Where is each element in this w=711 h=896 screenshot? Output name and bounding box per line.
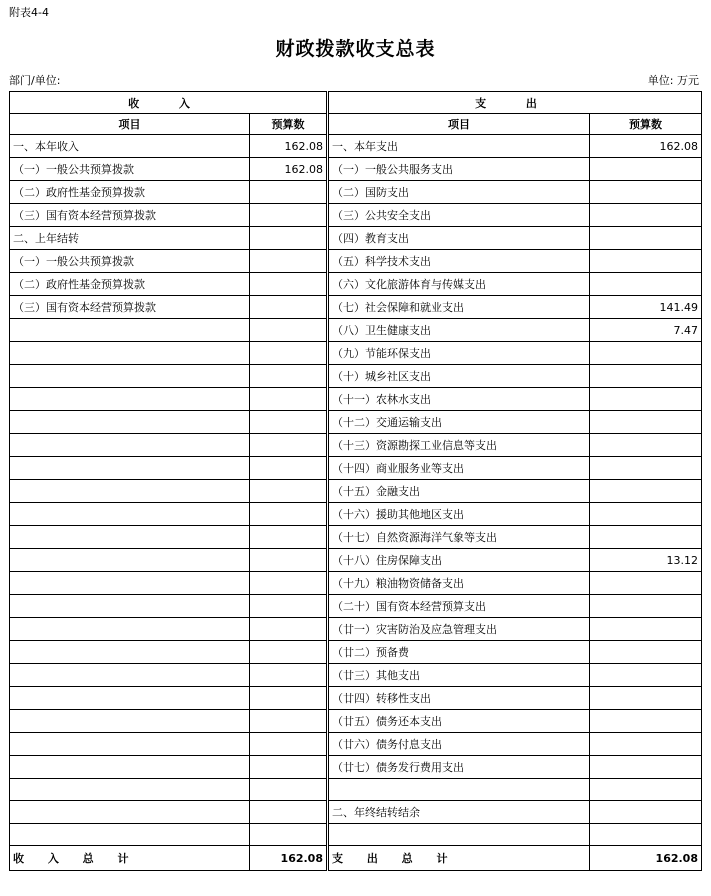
income-amount-cell: [250, 756, 328, 779]
expense-amount-cell: [590, 227, 702, 250]
page-title: 财政拨款收支总表: [275, 38, 436, 60]
expense-amount-cell: [590, 434, 702, 457]
income-item-cell: [10, 756, 250, 779]
income-amount-cell: [250, 227, 328, 250]
income-amount-cell: [250, 779, 328, 801]
income-amount-cell: [250, 733, 328, 756]
income-item-cell: [10, 411, 250, 434]
expense-amount-cell: [590, 158, 702, 181]
expense-item-cell: （一）一般公共服务支出: [328, 158, 590, 181]
income-amount-cell: [250, 664, 328, 687]
income-amount-cell: [250, 273, 328, 296]
income-amount-cell: 162.08: [250, 158, 328, 181]
expense-item-cell: （十六）援助其他地区支出: [328, 503, 590, 526]
table-row: [10, 710, 702, 733]
expense-item-cell: （廿三）其他支出: [328, 664, 590, 687]
expense-amount-cell: [590, 365, 702, 388]
income-item-cell: [10, 687, 250, 710]
income-item-cell: [10, 457, 250, 480]
income-amount-cell: [250, 365, 328, 388]
expense-item-cell: （十一）农林水支出: [328, 388, 590, 411]
income-amount-cell: [250, 801, 328, 824]
expense-item-cell: （五）科学技术支出: [328, 250, 590, 273]
table-row: [10, 342, 702, 365]
expense-item-cell: （廿七）债务发行费用支出: [328, 756, 590, 779]
income-item-cell: [10, 549, 250, 572]
expense-item-cell: （十）城乡社区支出: [328, 365, 590, 388]
income-item-cell: （一）一般公共预算拨款: [10, 250, 250, 273]
expense-item-cell: （十四）商业服务业等支出: [328, 457, 590, 480]
expense-amount-cell: 13.12: [590, 549, 702, 572]
table-row: [10, 457, 702, 480]
income-item-cell: [10, 801, 250, 824]
expense-amount-cell: 7.47: [590, 319, 702, 342]
expense-item-cell: （十三）资源勘探工业信息等支出: [328, 434, 590, 457]
expense-item-cell: （二十）国有资本经营预算支出: [328, 595, 590, 618]
income-item-cell: [10, 503, 250, 526]
expense-amount-cell: [590, 779, 702, 801]
table-row: [10, 595, 702, 618]
expense-amount-cell: [590, 664, 702, 687]
expense-section-header: 支 出: [328, 92, 702, 114]
table-row: [10, 641, 702, 664]
income-amount-cell: [250, 480, 328, 503]
income-amount-cell: [250, 710, 328, 733]
income-item-cell: [10, 572, 250, 595]
table-row: [10, 319, 702, 342]
income-item-cell: [10, 664, 250, 687]
income-amount-cell: [250, 549, 328, 572]
income-amount-cell: [250, 342, 328, 365]
expense-amount-cell: [590, 595, 702, 618]
table-row: [10, 135, 702, 158]
table-row: [10, 480, 702, 503]
income-item-column-header: 项目: [10, 114, 250, 135]
expense-amount-cell: [590, 204, 702, 227]
expense-item-cell: （六）文化旅游体育与传媒支出: [328, 273, 590, 296]
expense-item-cell: （廿六）债务付息支出: [328, 733, 590, 756]
expense-amount-cell: 162.08: [590, 135, 702, 158]
expense-amount-cell: [590, 342, 702, 365]
expense-amount-cell: [590, 457, 702, 480]
table-column-header-row: [10, 114, 702, 135]
expense-amount-cell: [590, 756, 702, 779]
income-total-label: 收 入 总 计: [10, 846, 250, 871]
table-row: [10, 273, 702, 296]
table-row: [10, 549, 702, 572]
income-amount-cell: [250, 687, 328, 710]
income-section-header: 收 入: [10, 92, 328, 114]
expense-item-cell: （廿五）债务还本支出: [328, 710, 590, 733]
income-item-cell: [10, 342, 250, 365]
expense-total-value: 162.08: [590, 846, 702, 871]
expense-total-label: 支 出 总 计: [328, 846, 590, 871]
expense-item-cell: （廿一）灾害防治及应急管理支出: [328, 618, 590, 641]
expense-amount-cell: [590, 480, 702, 503]
income-item-cell: [10, 365, 250, 388]
table-row: [10, 618, 702, 641]
table-row: [10, 503, 702, 526]
income-amount-cell: [250, 572, 328, 595]
expense-item-cell: （十九）粮油物资储备支出: [328, 572, 590, 595]
expense-item-cell: （廿二）预备费: [328, 641, 590, 664]
income-item-cell: [10, 710, 250, 733]
expense-item-cell: （二）国防支出: [328, 181, 590, 204]
expense-amount-cell: [590, 411, 702, 434]
income-item-cell: （三）国有资本经营预算拨款: [10, 204, 250, 227]
income-amount-cell: [250, 618, 328, 641]
income-amount-cell: [250, 411, 328, 434]
income-budget-column-header: 预算数: [250, 114, 328, 135]
year-end-balance-amount: [590, 801, 702, 824]
income-amount-cell: [250, 388, 328, 411]
income-item-cell: [10, 526, 250, 549]
income-item-cell: （二）政府性基金预算拨款: [10, 181, 250, 204]
income-item-cell: [10, 434, 250, 457]
income-item-cell: [10, 319, 250, 342]
expense-amount-cell: [590, 618, 702, 641]
income-amount-cell: [250, 503, 328, 526]
expense-item-cell: （十七）自然资源海洋气象等支出: [328, 526, 590, 549]
income-item-cell: （一）一般公共预算拨款: [10, 158, 250, 181]
expense-item-cell: [328, 824, 590, 846]
income-item-cell: [10, 480, 250, 503]
table-row-totals: [10, 846, 702, 871]
income-amount-cell: [250, 824, 328, 846]
income-item-cell: [10, 618, 250, 641]
dept-label: 部门/单位:: [9, 74, 61, 87]
income-amount-cell: [250, 181, 328, 204]
appendix-label: 附表4-4: [9, 6, 49, 19]
table-row: [10, 687, 702, 710]
income-item-cell: （三）国有资本经营预算拨款: [10, 296, 250, 319]
table-row: [10, 227, 702, 250]
income-amount-cell: [250, 250, 328, 273]
income-total-value: 162.08: [250, 846, 328, 871]
income-amount-cell: [250, 204, 328, 227]
income-item-cell: 二、上年结转: [10, 227, 250, 250]
table-row: [10, 733, 702, 756]
table-row-year-end: [10, 801, 702, 824]
expense-amount-cell: [590, 687, 702, 710]
expense-amount-cell: [590, 181, 702, 204]
expense-amount-cell: 141.49: [590, 296, 702, 319]
income-amount-cell: [250, 319, 328, 342]
expense-amount-cell: [590, 733, 702, 756]
expense-amount-cell: [590, 273, 702, 296]
expense-amount-cell: [590, 710, 702, 733]
table-row: [10, 434, 702, 457]
expense-item-cell: （十八）住房保障支出: [328, 549, 590, 572]
income-amount-cell: [250, 595, 328, 618]
expense-amount-cell: [590, 641, 702, 664]
table-row: [10, 756, 702, 779]
table-row: [10, 572, 702, 595]
table-row: [10, 158, 702, 181]
expense-item-cell: （九）节能环保支出: [328, 342, 590, 365]
expense-amount-cell: [590, 572, 702, 595]
income-item-cell: [10, 641, 250, 664]
table-row: [10, 411, 702, 434]
expense-amount-cell: [590, 526, 702, 549]
table-row: [10, 664, 702, 687]
expense-amount-cell: [590, 388, 702, 411]
table-row: [10, 388, 702, 411]
expense-item-cell: （三）公共安全支出: [328, 204, 590, 227]
year-end-balance-label: 二、年终结转结余: [328, 801, 590, 824]
table-row: [10, 204, 702, 227]
table-section-header-row: [10, 92, 702, 114]
income-amount-cell: [250, 526, 328, 549]
expense-item-cell: （十五）金融支出: [328, 480, 590, 503]
expense-item-column-header: 项目: [328, 114, 590, 135]
expense-item-cell: （四）教育支出: [328, 227, 590, 250]
unit-label: 单位: 万元: [647, 74, 699, 87]
income-item-cell: [10, 388, 250, 411]
table-row: [10, 365, 702, 388]
expense-item-cell: [328, 779, 590, 801]
income-item-cell: [10, 595, 250, 618]
expense-item-cell: （八）卫生健康支出: [328, 319, 590, 342]
expense-amount-cell: [590, 250, 702, 273]
table-row: [10, 296, 702, 319]
income-item-cell: [10, 733, 250, 756]
expense-item-cell: 一、本年支出: [328, 135, 590, 158]
table-row-blank: [10, 779, 702, 801]
expense-item-cell: （廿四）转移性支出: [328, 687, 590, 710]
table-row: [10, 250, 702, 273]
income-item-cell: 一、本年收入: [10, 135, 250, 158]
income-amount-cell: [250, 641, 328, 664]
income-amount-cell: [250, 457, 328, 480]
expense-amount-cell: [590, 503, 702, 526]
expense-item-cell: （十二）交通运输支出: [328, 411, 590, 434]
income-item-cell: [10, 779, 250, 801]
expense-item-cell: （七）社会保障和就业支出: [328, 296, 590, 319]
expense-amount-cell: [590, 824, 702, 846]
income-item-cell: （二）政府性基金预算拨款: [10, 273, 250, 296]
income-amount-cell: 162.08: [250, 135, 328, 158]
expense-budget-column-header: 预算数: [590, 114, 702, 135]
income-amount-cell: [250, 296, 328, 319]
income-item-cell: [10, 824, 250, 846]
table-row: [10, 526, 702, 549]
table-row: [10, 181, 702, 204]
budget-table: [9, 91, 702, 871]
table-row-blank: [10, 824, 702, 846]
income-amount-cell: [250, 434, 328, 457]
